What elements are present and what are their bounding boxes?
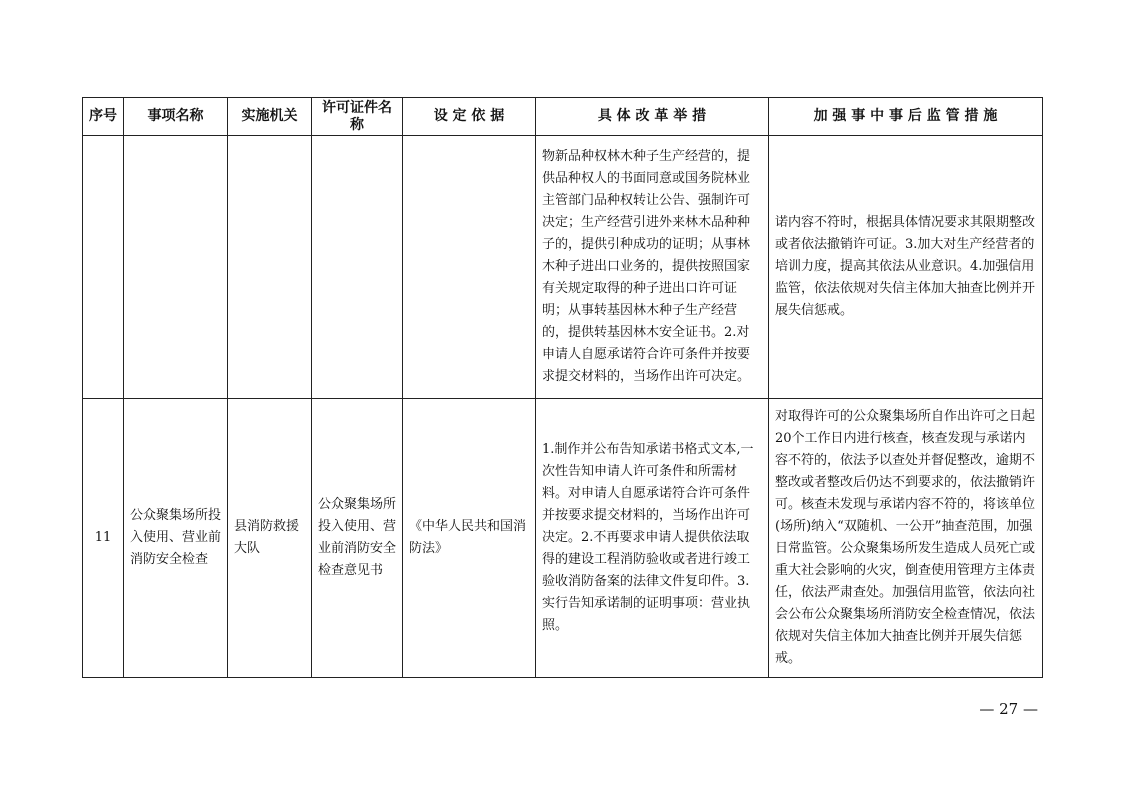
header-item-name: 事项名称 <box>124 98 228 136</box>
cell-license-name: 公众聚集场所投入使用、营业前消防安全检查意见书 <box>312 399 403 678</box>
cell-seq: 11 <box>83 399 124 678</box>
policy-table <box>82 97 1043 678</box>
table-header-row <box>83 98 1043 136</box>
header-license-name: 许可证件名称 <box>312 98 403 136</box>
cell-reform-measures: 1.制作并公布告知承诺书格式文本,一次性告知申请人许可条件和所需材料。对申请人自愿承诺符合许可条件并按要求提交材料的，当场作出许可决定。2.不再要求申请人提供依法取得的建设工程消防验收或者进行竣工验收消防备案的法律文件复印件。3.实行告知承诺制的证明事项：营业执照。 <box>536 399 769 678</box>
table-row <box>83 399 1043 678</box>
cell-license-name <box>312 136 403 399</box>
header-agency: 实施机关 <box>228 98 312 136</box>
cell-basis <box>403 136 536 399</box>
cell-item-name: 公众聚集场所投入使用、营业前消防安全检查 <box>124 399 228 678</box>
cell-agency <box>228 136 312 399</box>
page-number: — 27 — <box>979 700 1038 718</box>
cell-agency: 县消防救援大队 <box>228 399 312 678</box>
header-seq: 序号 <box>83 98 124 136</box>
cell-seq <box>83 136 124 399</box>
table-row <box>83 136 1043 399</box>
header-reform-measures: 具 体 改 革 举 措 <box>536 98 769 136</box>
cell-supervision-measures: 诺内容不符时，根据具体情况要求其限期整改或者依法撤销许可证。3.加大对生产经营者的培训力度，提高其依法从业意识。4.加强信用监管，依法依规对失信主体加大抽查比例并开展失信惩戒。 <box>769 136 1043 399</box>
cell-item-name <box>124 136 228 399</box>
cell-supervision-measures: 对取得许可的公众聚集场所自作出许可之日起20个工作日内进行核查，核查发现与承诺内容不符的，依法予以查处并督促整改，逾期不整改或者整改后仍达不到要求的，依法撤销许可。核查未发现与承诺内容不符的，将该单位(场所)纳入“双随机、一公开”抽查范围，加强日常监管。公众聚集场所发生造成人员死亡或重大社会影响的火灾，倒查使用管理方主体责任，依法严肃查处。加强信用监管，依法向社会公布公众聚集场所消防安全检查情况，依法依规对失信主体加大抽查比例并开展失信惩戒。 <box>769 399 1043 678</box>
header-supervision-measures: 加 强 事 中 事 后 监 管 措 施 <box>769 98 1043 136</box>
header-basis: 设 定 依 据 <box>403 98 536 136</box>
cell-reform-measures: 物新品种权林木种子生产经营的，提供品种权人的书面同意或国务院林业主管部门品种权转让公告、强制许可决定；生产经营引进外来林木品种种子的，提供引种成功的证明；从事林木种子进出口业务的，提供按照国家有关规定取得的种子进出口许可证明；从事转基因林木种子生产经营的，提供转基因林木安全证书。2.对申请人自愿承诺符合许可条件并按要求提交材料的，当场作出许可决定。 <box>536 136 769 399</box>
cell-basis: 《中华人民共和国消防法》 <box>403 399 536 678</box>
